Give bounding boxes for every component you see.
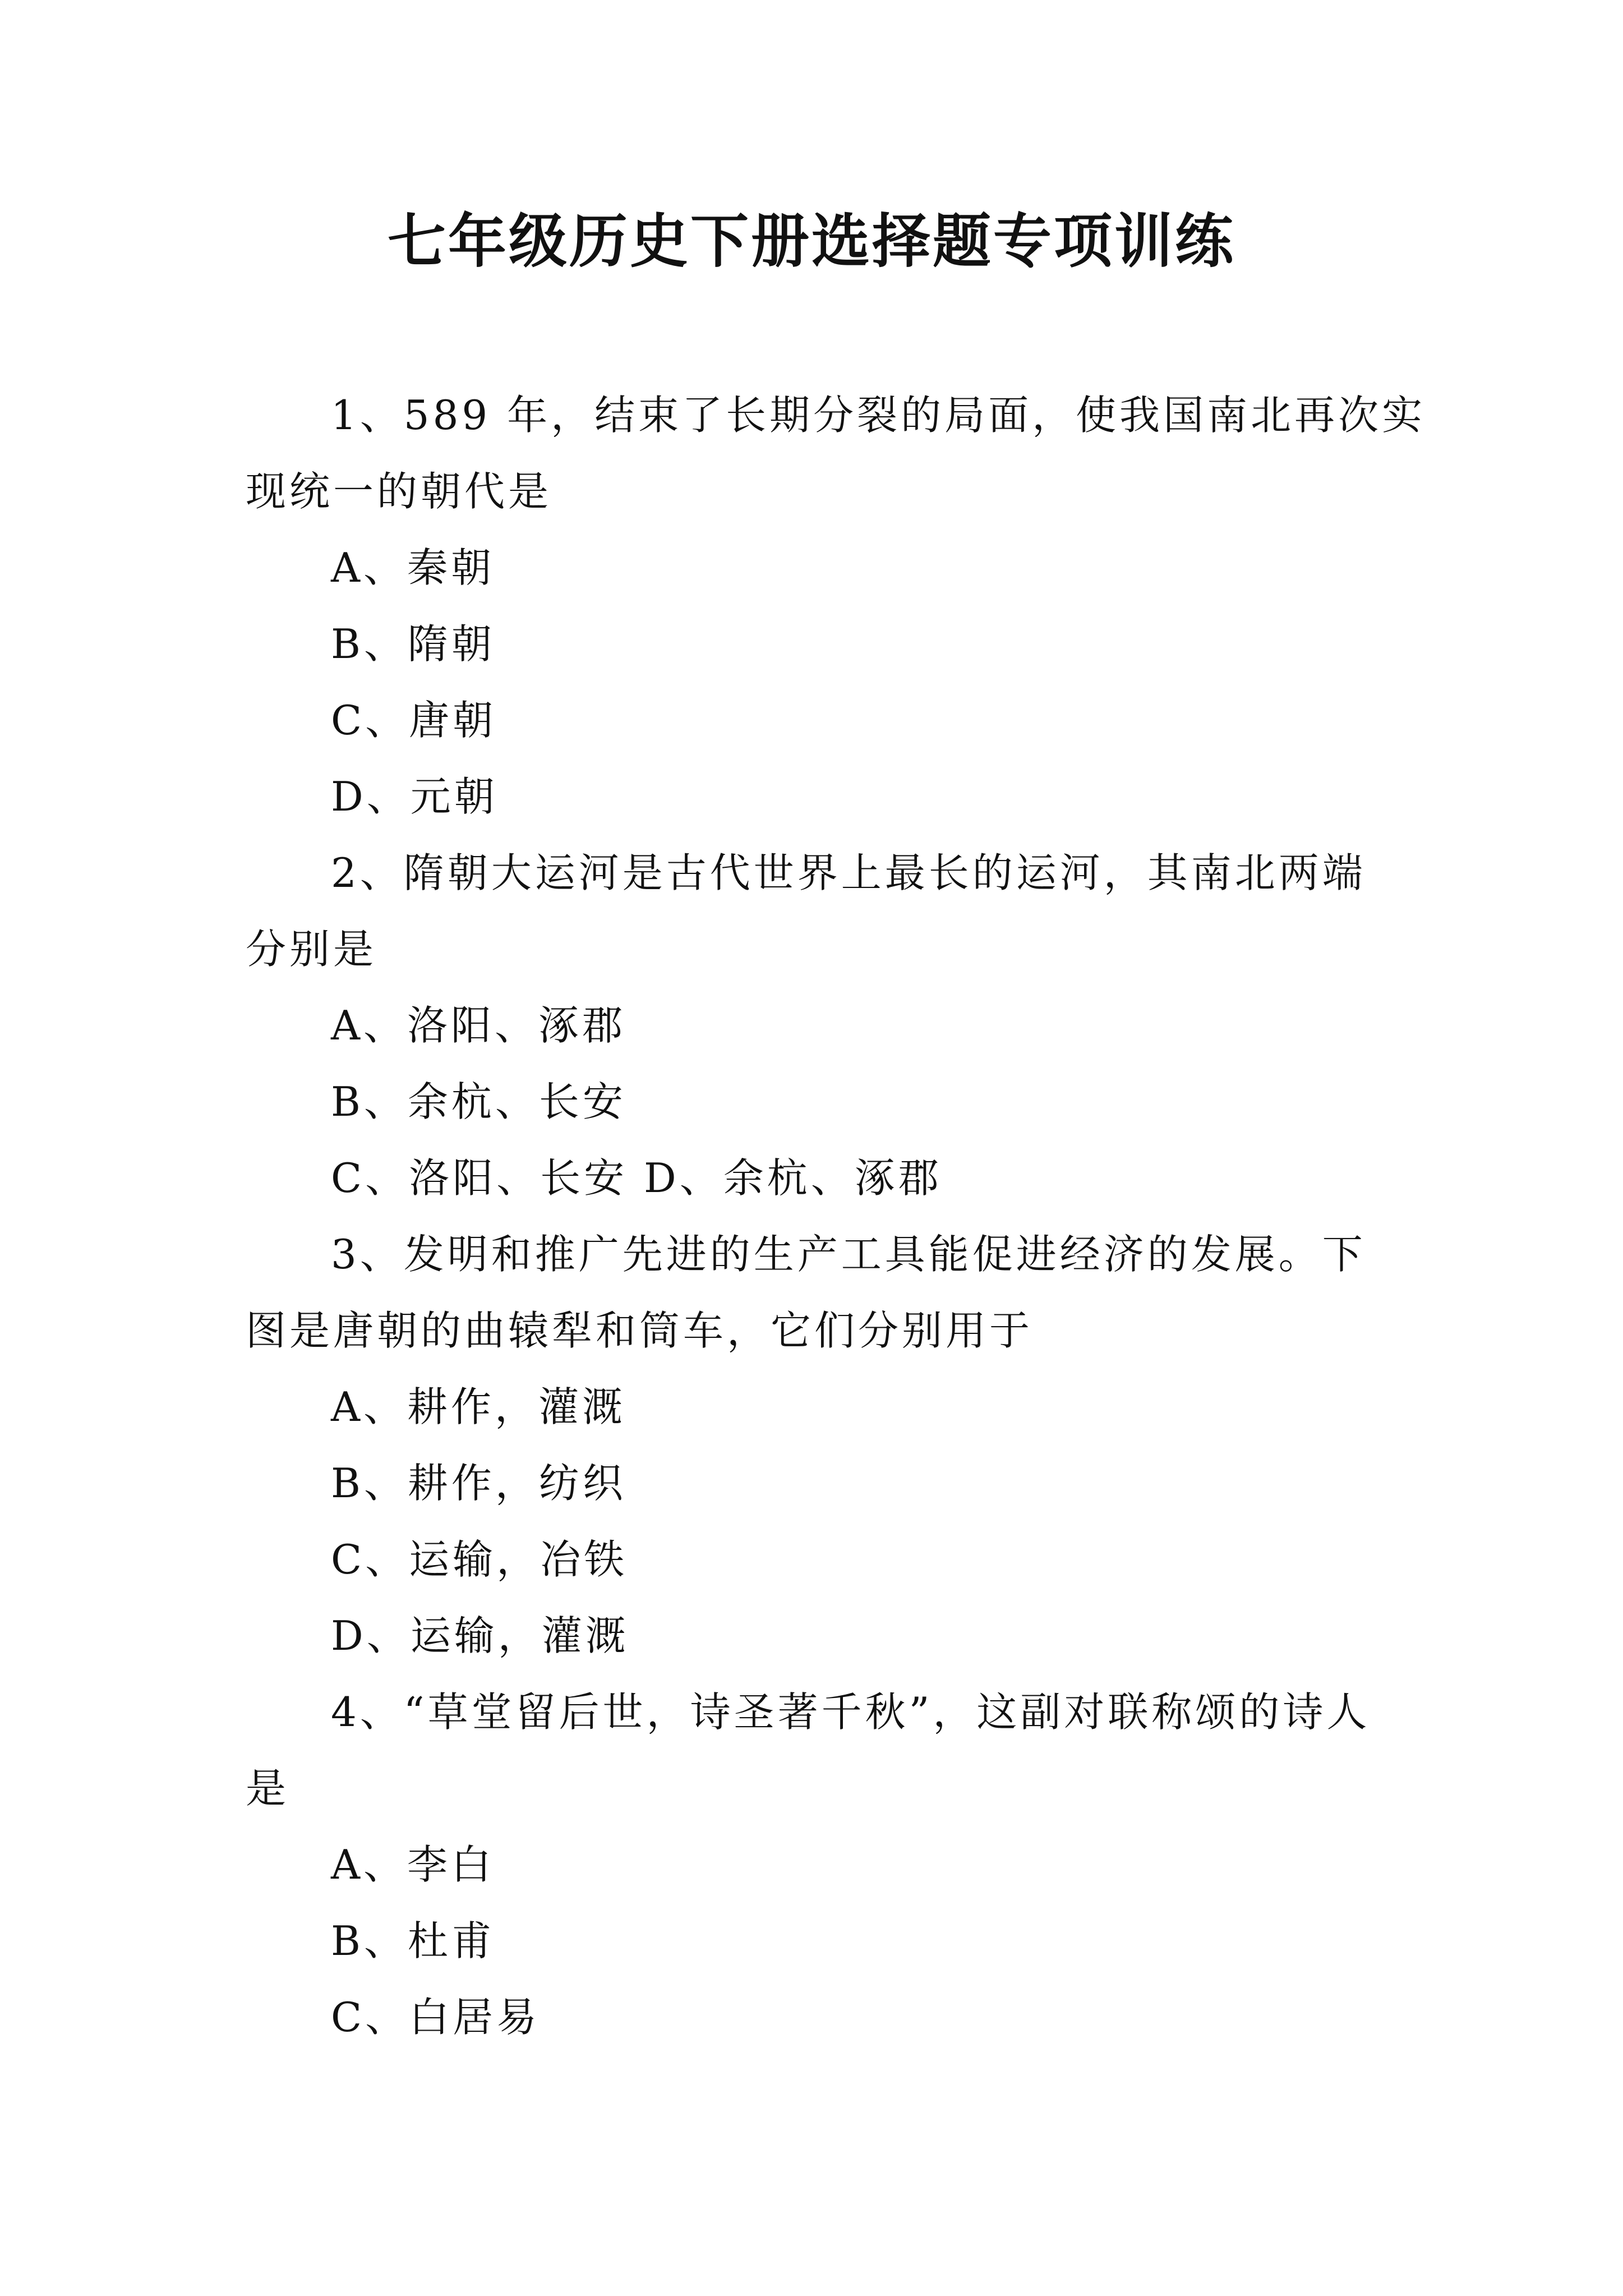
question-2-option-a: A、洛阳、涿郡 (331, 1002, 626, 1049)
question-4-option-c: C、白居易 (331, 1994, 541, 2041)
page-title: 七年级历史下册选择题专项训练 (387, 206, 1235, 275)
question-2-stem-line-2: 分别是 (246, 926, 377, 973)
question-1-option-a: A、秦朝 (331, 544, 495, 591)
question-3-option-c: C、运输，冶铁 (331, 1536, 628, 1583)
question-3-stem-line-1: 3、发明和推广先进的生产工具能促进经济的发展。下 (331, 1231, 1366, 1278)
question-1-option-c: C、唐朝 (331, 697, 497, 744)
question-4-stem-line-1: 4、“草堂留后世，诗圣著千秋”，这副对联称颂的诗人 (331, 1688, 1371, 1736)
question-4-option-a: A、李白 (331, 1841, 495, 1888)
question-3-option-a: A、耕作，灌溉 (331, 1383, 626, 1430)
question-3-option-b: B、耕作，纺织 (331, 1460, 626, 1507)
question-2-stem-line-1: 2、隋朝大运河是古代世界上最长的运河，其南北两端 (331, 849, 1366, 896)
question-1-option-d: D、元朝 (331, 773, 498, 820)
question-3-stem-line-2: 图是唐朝的曲辕犁和筒车，它们分别用于 (246, 1307, 1034, 1354)
question-2-option-b: B、余杭、长安 (331, 1078, 626, 1125)
question-1-stem-line-2: 现统一的朝代是 (246, 468, 552, 515)
question-3-option-d: D、运输，灌溉 (331, 1612, 629, 1659)
question-1-stem-line-1: 1、589 年，结束了长期分裂的局面，使我国南北再次实 (331, 392, 1426, 439)
question-1-option-b: B、隋朝 (331, 620, 495, 668)
question-4-stem-line-2: 是 (246, 1765, 290, 1812)
question-4-option-b: B、杜甫 (331, 1917, 495, 1964)
question-2-option-c-d: C、洛阳、长安 D、余杭、涿郡 (331, 1154, 942, 1202)
